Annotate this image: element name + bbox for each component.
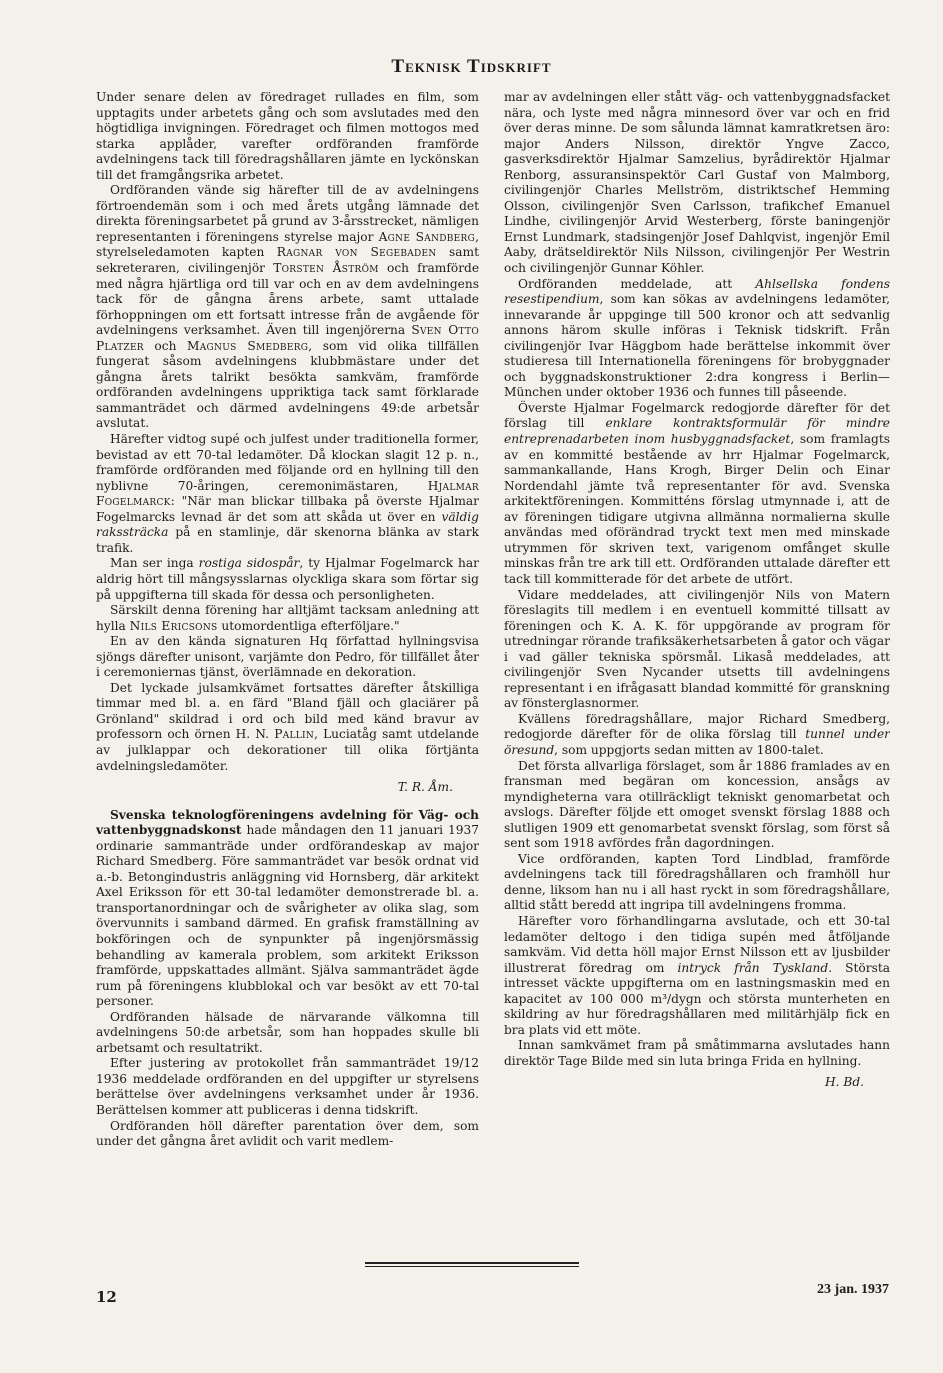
paragraph: Under senare delen av föredraget rullades en film, som upptagits under arbetets gång och som avslutades med den högtidliga invigningen. Föredraget och filmen mottogos med starka applåder, varefter ordföranden framförde avdelningens tack till föredragshållaren jämte en lyckönskan till det framgångsrika arbetet.	[96, 90, 479, 182]
paragraph: Särskilt denna förening har alltjämt tacksam anledning att hylla Nils Ericsons utomordentliga efterföljare."	[96, 603, 479, 633]
journal-masthead: Teknisk Tidskrift	[391, 56, 552, 77]
right-column	[504, 90, 890, 1262]
paragraph: Vidare meddelades, att civilingenjör Nils von Matern föreslagits till medlem i en eventuell kommitté tillsatt av föreningen och K. A. K. för uppgörande av program för utredningar rörande trafiksäkerhetsarbeten å gator och vägar i vad gäller tekniska spörsmål. Likaså meddelades, att civilingenjör Sven Nycander utsetts till avdelningens representant i en ifrågasatt blandad kommitté för granskning av fönsterglasnormer.	[504, 587, 890, 711]
paragraph: Ordföranden vände sig härefter till de av avdelningens förtroendemän som i och med årets utgång lämnade det direkta föreningsarbetet på grund av 3-årsstrecket, nämligen representanten i föreningens styrelse major Agne Sandberg, styrelseledamoten kapten Ragnar von Segebaden samt sekreteraren, civilingenjör Torsten Åström och framförde med några hjärtliga ord till var och en av dem avdelningens tack för de gångna årens arbete, samt uttalade förhoppningen om ett fortsatt intresse från de avgående för avdelningens verksamhet. Även till ingenjörerna Sven Otto Platzer och Magnus Smedberg, som vid olika tillfällen fungerat såsom avdelningens klubbmästare under det gångna årets talrikt besökta samkväm, framförde ordföranden avdelningens uppriktiga tack samt förklarade sammanträdet och därmed avdelningens 49:de arbetsår avslutat.	[96, 183, 479, 431]
section-heading: Svenska teknologföreningens avdelning för Väg- och vattenbyggnadskonst	[96, 807, 479, 838]
paragraph: Innan samkvämet fram på småtimmarna avslutades hann direktör Tage Bilde med sin luta bringa Frida en hyllning.	[504, 1038, 890, 1068]
person-name: Nils Ericsons	[129, 618, 218, 633]
person-name: Agne Sandberg	[378, 229, 476, 244]
page-number: 12	[96, 1288, 117, 1306]
paragraph: Det lyckade julsamkvämet fortsattes därefter åtskilliga timmar med bl. a. en färd "Bland fjäll och glaciärer på Grönland" skildrad i ord och bild med känd bravur av professorn och örnen H. N. Pallin, Luciatåg samt utdelande av julklappar och dekorationer till olika förtjänta avdelningsledamöter.	[96, 680, 479, 773]
person-name: Ragnar von Segebaden	[276, 245, 437, 260]
italic-phrase: Ahlsellska fondens resestipendium	[504, 276, 890, 307]
paragraph: Härefter voro förhandlingarna avslutade, och ett 30-tal ledamöter deltogo i den tidiga supén med åtföljande samkväm. Vid detta höll major Ernst Nilsson ett av ljusbilder illustrerat föredrag om intryck från Tyskland. Största intresset väckte uppgifterna om en lastningsmaskin med en kapacitet av 100 000 m³/dygn och största munterheten en skildring av hur föredragshållaren med militärhjälp fick en bra plats vid ett möte.	[504, 913, 890, 1037]
paragraph: Vice ordföranden, kapten Tord Lindblad, framförde avdelningens tack till föredragshållaren och framhöll hur denne, liksom han nu i all hast ryckt in som föredragshållare, alltid stått beredd att ingripa till avdelningens fromma.	[504, 851, 890, 913]
person-name: Torsten Åström	[273, 261, 379, 276]
footer-rule	[365, 1262, 579, 1267]
paragraph: Ordföranden hälsade de närvarande välkomna till avdelningens 50:de arbetsår, som han hoppades skulle bli arbetsamt och resultatrikt.	[96, 1009, 479, 1055]
paragraph: Kvällens föredragshållare, major Richard Smedberg, redogjorde därefter för de olika förslag till tunnel under öresund, som uppgjorts sedan mitten av 1800-talet.	[504, 711, 890, 757]
person-name: Magnus Smedberg	[186, 338, 309, 353]
paragraph: Efter justering av protokollet från sammanträdet 19/12 1936 meddelade ordföranden en del uppgifter ur styrelsens berättelse över avdelningens verksamhet under år 1936. Berättelsen kommer att publiceras i denna tidskrift.	[96, 1056, 479, 1117]
person-name: Sven Otto Platzer	[96, 323, 479, 353]
paragraph: Svenska teknologföreningens avdelning för Väg- och vattenbyggnadskonst hade måndagen den 11 januari 1937 ordinarie sammanträde under ordförandeskap av major Richard Smedberg. Före sammanträdet var besök ordnat vid a.-b. Betongindustris anläggning vid Hornsberg, där arkitekt Axel Eriksson för ett 30-tal ledamöter demonstrerade bl. a. transportanordningar och de svårigheter av olika slag, som övervunnits i samband därmed. En grafisk framställning av bokföringen och de synpunkter på ingenjörsmässig behandling av kamerala problem, som arkitekt Eriksson framförde, uppskattades allmänt. Själva sammanträdet ägde rum på föreningens klubblokal och var besökt av ett 70-tal personer.	[96, 807, 479, 1009]
italic-phrase: väldig rakssträcka	[96, 509, 479, 540]
signature: T. R. Åm.	[397, 780, 453, 795]
person-name: Hjalmar Fogelmarck	[96, 478, 479, 509]
paragraph: En av den kända signaturen Hq författad hyllningsvisa sjöngs därefter unisont, varjämte don Pedro, för tillfället åter i ceremoniernas tjänst, överlämnade en dekoration.	[96, 634, 479, 680]
paragraph: Överste Hjalmar Fogelmarck redogjorde därefter för det förslag till enklare kontraktsformulär för mindre entreprenadarbeten inom husbyggnadsfacket, som framlagts av en kommitté bestående av hrr Hjalmar Fogelmarck, sammankallande, Hans Krogh, Birger Delin och Einar Nordendahl jämte två representanter för avd. Svenska arkitektföreningen. Kommitténs förslag utmynnade i, att de av föreningen tidigare utgivna allmänna normalierna skulle användas med oförändrad tryckt text men med minskade utrymmen för skriven text, varigenom omfånget skulle minskas från tre ark till ett. Ordföranden uttalade därefter ett tack till kommitterade för det arbete de utfört.	[504, 400, 890, 586]
italic-phrase: tunnel under öresund	[504, 727, 890, 757]
italic-phrase: intryck från Tyskland	[677, 960, 829, 975]
paragraph: Ordföranden höll därefter parentation över dem, som under det gångna året avlidit och varit medlem-	[96, 1118, 479, 1149]
person-name: Pallin	[274, 727, 315, 742]
signature: H. Bd.	[824, 1075, 864, 1090]
paragraph: Härefter vidtog supé och julfest under traditionella former, bevistad av ett 70-tal ledamöter. Då klockan slagit 12 p. n., framförde ordföranden med följande ord en hyllning till den nyblivne 70-åringen, ceremonimästaren, Hjalmar Fogelmarck: "När man blickar tillbaka på överste Hjalmar Fogelmarcks levnad är det som att skåda ut över en väldig rakssträcka på en stamlinje, där skenorna blänka av stark trafik.	[96, 432, 479, 555]
paragraph: Ordföranden meddelade, att Ahlsellska fondens resestipendium, som kan sökas av avdelningens ledamöter, innevarande år uppginge till 500 kronor och att sedvanlig annons härom skulle införas i Teknisk tidskrift. Från civilingenjör Ivar Häggbom hade berättelse inkommit över studieresa till Internationella föreningens för brobyggnader och byggnadskonstruktioner 2:dra kongress i Berlin—München under oktober 1936 och funnes till påseende.	[504, 276, 890, 400]
paragraph: Man ser inga rostiga sidospår, ty Hjalmar Fogelmarck har aldrig hört till mångsysslarnas olyckliga skara som förtar sig på uppgifterna till skada för dessa och personligheten.	[96, 556, 479, 602]
left-column	[96, 90, 479, 1262]
italic-phrase: enklare kontraktsformulär för mindre entreprenadarbeten inom husbyggnadsfacket	[504, 416, 890, 447]
italic-phrase: rostiga sidospår	[198, 556, 300, 571]
paragraph: mar av avdelningen eller stått väg- och vattenbyggnadsfacket nära, och lyste med några minnesord över var och en frid över deras minne. De som sålunda lämnat kamratkretsen äro: major Anders Nilsson, direktör Yngve Zacco, gasverksdirektör Hjalmar Samzelius, byrådirektör Hjalmar Renborg, assuransinspektör Carl Gustaf von Malmborg, civilingenjör Charles Mellström, distriktschef Hemming Olsson, civilingenjör Sven Carlsson, trafikchef Emanuel Lindhe, civilingenjör Arvid Westerberg, förste baningenjör Ernst Lundmark, stadsingenjör Josef Dahlqvist, ingenjör Emil Aaby, drätseldirektör Nils Nilsson, civilingenjör Per Westrin och civilingenjör Gunnar Köhler.	[504, 90, 890, 276]
issue-date: 23 jan. 1937	[817, 1282, 889, 1297]
paragraph: Det första allvarliga förslaget, som år 1886 framlades av en fransman med begäran om koncession, ansågs av myndigheterna vara otillräckligt tekniskt genomarbetat och avslogs. Därefter följde ett omoget svenskt förslag 1888 och slutligen 1909 ett genomarbetat svenskt förslag, som först så sent som 1918 avfördes från dagordningen.	[504, 758, 890, 851]
